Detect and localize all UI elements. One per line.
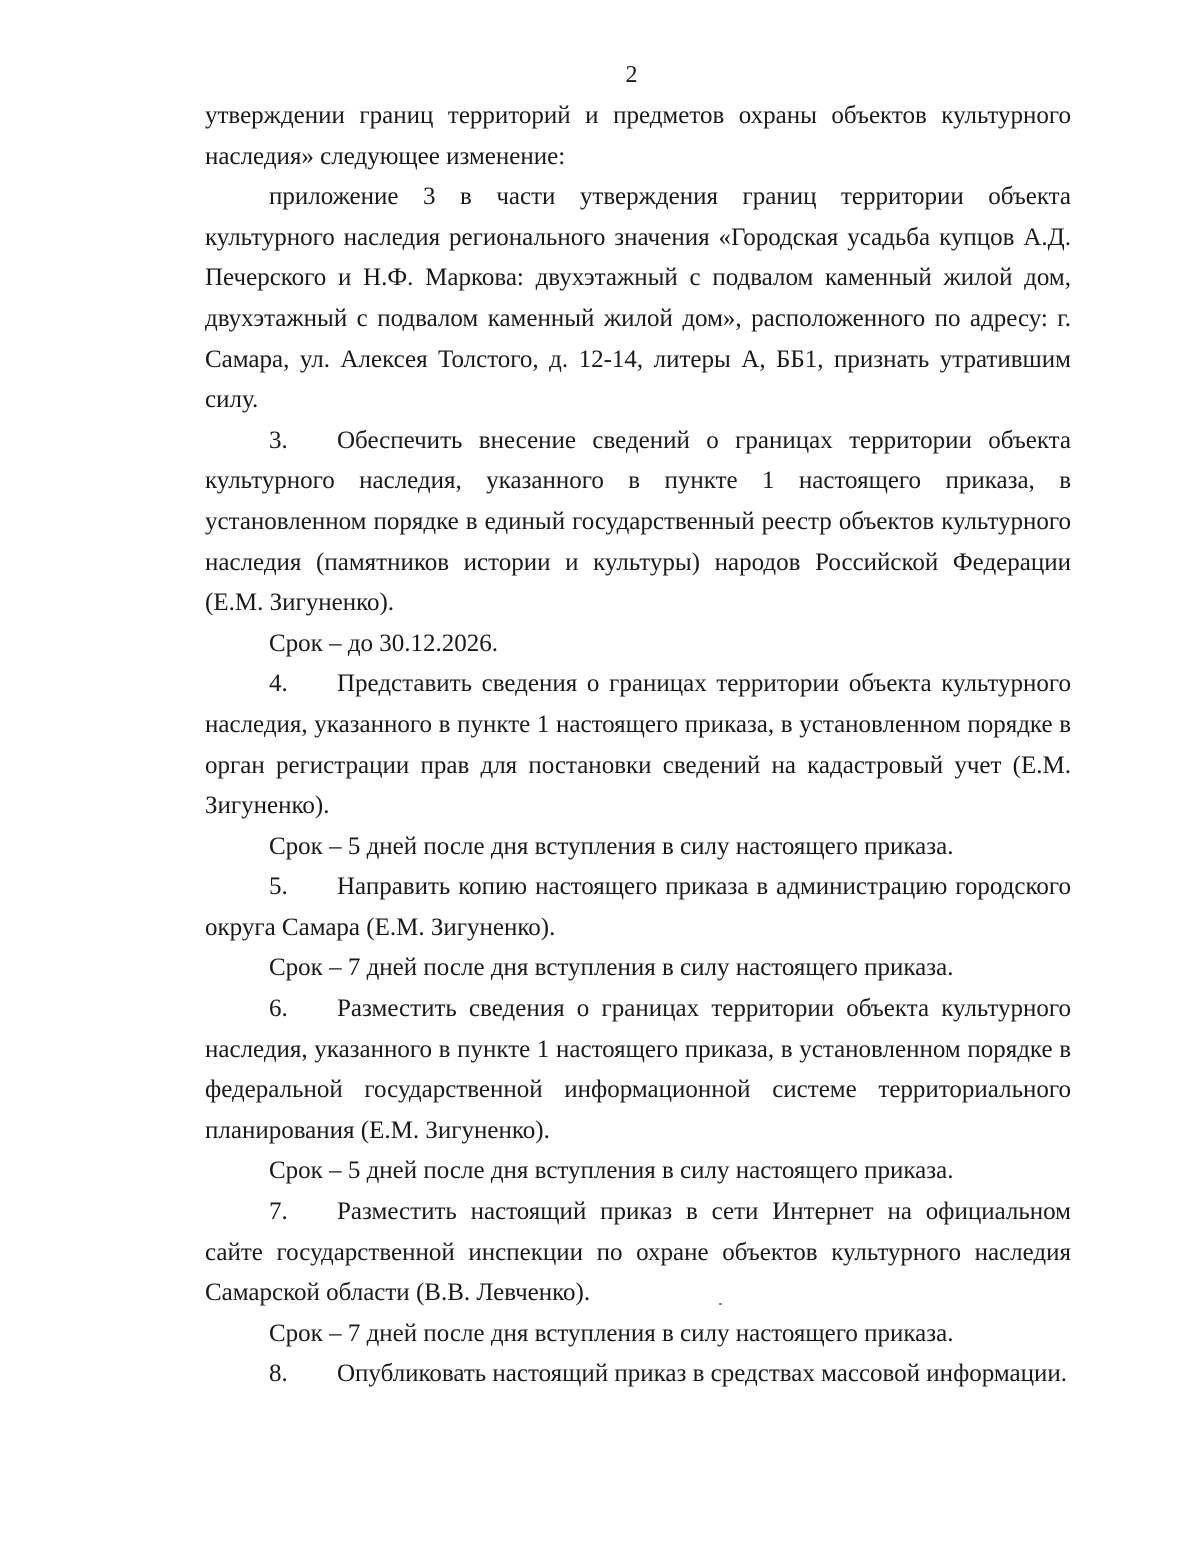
item-5: [205, 867, 1071, 948]
item-8: [205, 1354, 1071, 1395]
item-number: 4.: [269, 670, 288, 698]
continuation-paragraph: утверждении границ территорий и предметов охраны объектов культурного наследия» следующее изменение:: [205, 102, 1071, 170]
item-7: [205, 1192, 1071, 1314]
item-3: [205, 421, 1071, 624]
item-text: Направить копию настоящего приказа в администрацию городского округа Самара (Е.М. Зигуненко).: [205, 873, 1071, 941]
item-text: Представить сведения о границах территории объекта культурного наследия, указанного в пункте 1 настоящего приказа, в установленном порядке в орган регистрации прав для постановки сведений на кадастровый учет (Е.М. Зигуненко).: [205, 670, 1071, 820]
item-number: 7.: [269, 1198, 288, 1226]
item-6: [205, 989, 1071, 1151]
item-number: 6.: [269, 995, 288, 1023]
item-3-deadline: Срок – до 30.12.2026.: [269, 629, 499, 657]
item-4-deadline: Срок – 5 дней после дня вступления в силу настоящего приказа.: [269, 832, 954, 860]
item-text: Разместить сведения о границах территории объекта культурного наследия, указанного в пункте 1 настоящего приказа, в установленном порядке в федеральной государственной информационной системе территориального планирования (Е.М. Зигуненко).: [205, 995, 1071, 1144]
item-5-deadline: Срок – 7 дней после дня вступления в силу настоящего приказа.: [269, 954, 954, 982]
item-text: Обеспечить внесение сведений о границах территории объекта культурного наследия, указанного в пункте 1 настоящего приказа, в установленном порядке в единый государственный реестр объектов культурного наследия (памятников истории и культуры) народов Российской Федерации (Е.М. Зигуненко).: [205, 426, 1071, 617]
item-4: [205, 664, 1071, 826]
page-number: 2: [625, 62, 638, 88]
item-text: Опубликовать настоящий приказ в средствах массовой информации.: [337, 1360, 1068, 1388]
amendment-paragraph: приложение 3 в части утверждения границ территории объекта культурного наследия регионального значения «Городская усадьба купцов А.Д. Печерского и Н.Ф. Маркова: двухэтажный с подвалом каменный жилой дом, двухэтажный с подвалом каменный жилой дом», расположенного по адресу: г. Самара, ул. Алексея Толстого, д. 12-14, литеры А, ББ1, признать утратившим силу.: [205, 183, 1071, 414]
item-7-deadline: Срок – 7 дней после дня вступления в силу настоящего приказа.: [269, 1319, 954, 1347]
scan-speck: [719, 1303, 722, 1305]
document-body: [205, 96, 1071, 1395]
item-number: 5.: [269, 873, 288, 901]
item-6-deadline: Срок – 5 дней после дня вступления в силу настоящего приказа.: [269, 1157, 954, 1185]
item-number: 8.: [269, 1360, 288, 1388]
item-text: Разместить настоящий приказ в сети Интернет на официальном сайте государственной инспекции по охране объектов культурного наследия Самарской области (В.В. Левченко).: [205, 1198, 1071, 1307]
item-number: 3.: [269, 426, 288, 454]
